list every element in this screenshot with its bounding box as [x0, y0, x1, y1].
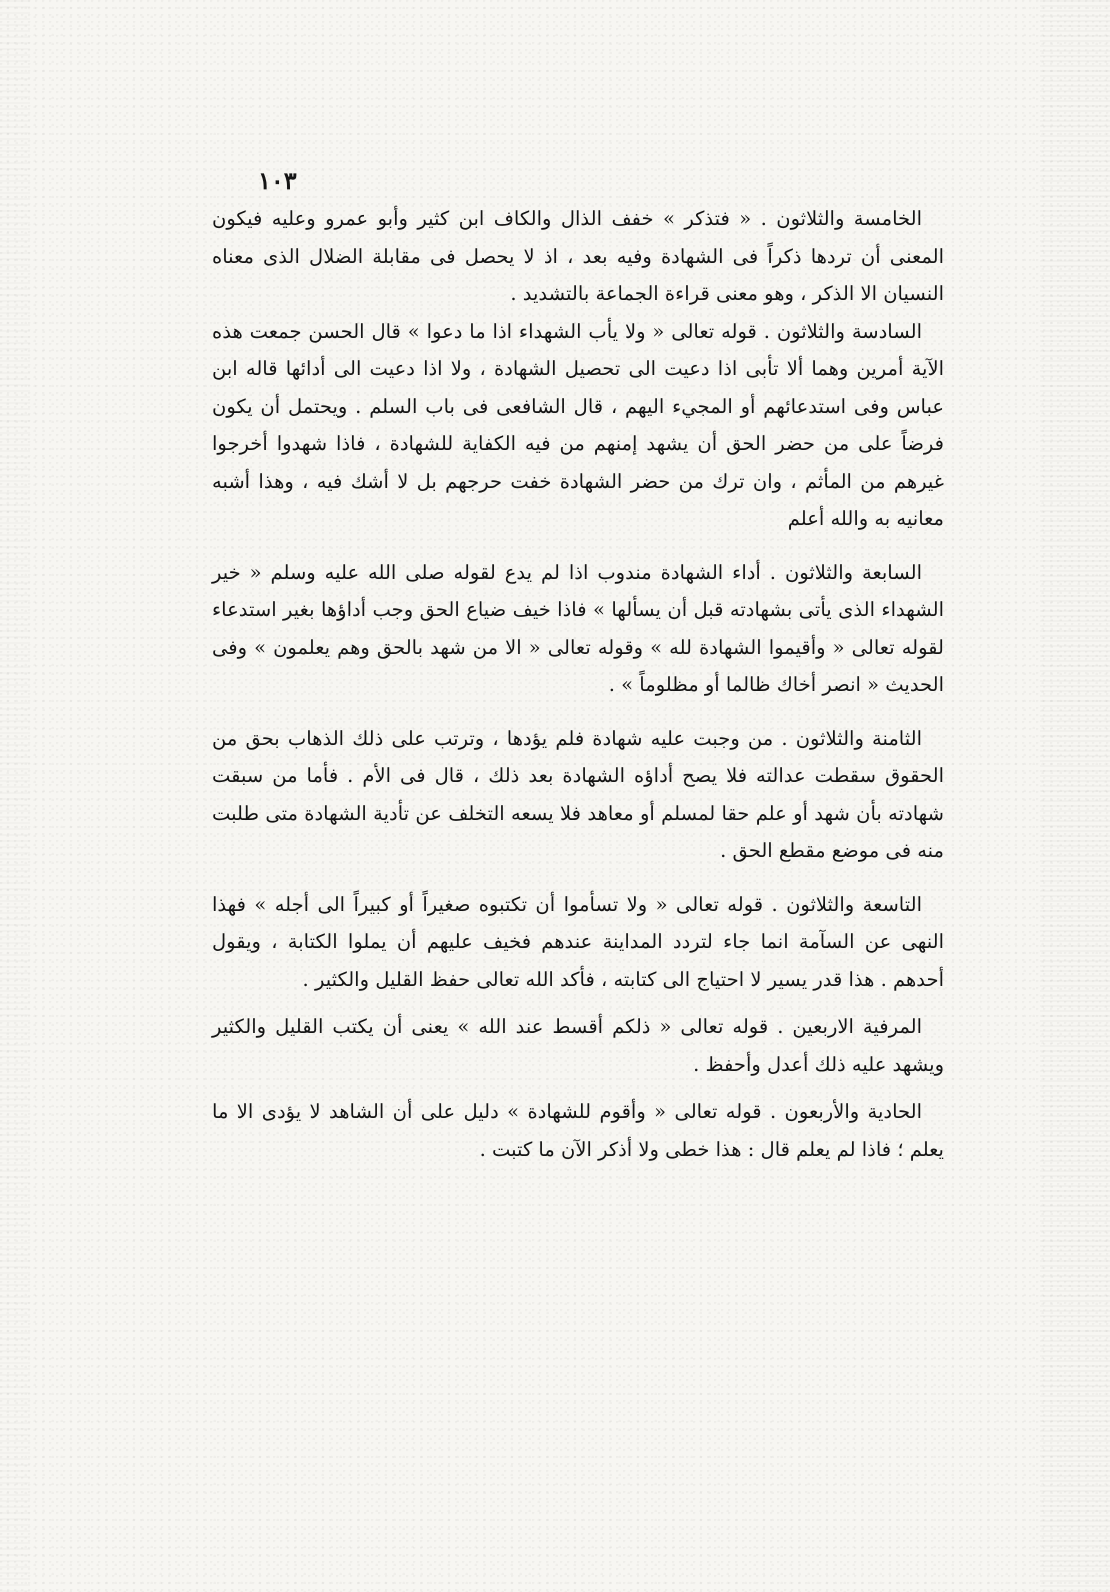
paragraph-36: السادسة والثلاثون . قوله تعالى « ولا يأب الشهداء اذا ما دعوا » قال الحسن جمعت هذه الآية أمرين وهما ألا تأبى اذا دعيت الى تحصيل الشهادة ، ولا اذا دعيت الى أدائها قاله ابن عباس وفى استدعائهم أو المجيء اليهم ، قال الشافعى فى باب السلم . ويحتمل أن يكون فرضاً على من حضر الحق أن يشهد إمنهم من فيه الكفاية للشهادة ، فاذا شهدوا أخرجوا غيرهم من المأثم ، وان ترك من حضر الشهادة خفت حرجهم بل لا أشك فيه ، وهذا أشبه معانيه به والله أعلم [212, 319, 944, 530]
scan-edge-left [0, 0, 30, 1592]
paragraph-39: التاسعة والثلاثون . قوله تعالى « ولا تسأموا أن تكتبوه صغيراً أو كبيراً الى أجله » فهذا النهى عن السآمة انما جاء لتردد المداينة عندهم فخيف عليهم أن يملوا الكتابة ، ويقول أحدهم . هذا قدر يسير لا احتياج الى كتابته ، فأكد الله تعالى حفظ القليل والكثير . [212, 892, 944, 991]
paragraph-37: السابعة والثلاثون . أداء الشهادة مندوب اذا لم يدع لقوله صلى الله عليه وسلم « خير الشهداء الذى يأتى بشهادته قبل أن يسألها » فاذا خيف ضياع الحق وجب أداؤها بغير استدعاء لقوله تعالى « وأقيموا الشهادة لله » وقوله تعالى « الا من شهد بالحق وهم يعلمون » وفى الحديث « انصر أخاك ظالما أو مظلوماً » . [212, 560, 944, 696]
page-number: ١٠٣ [258, 166, 297, 195]
scan-edge-right [1040, 0, 1110, 1592]
paragraph-35: الخامسة والثلاثون . « فتذكر » خفف الذال والكاف ابن كثير وأبو عمرو وعليه فيكون المعنى أن تردها ذكراً فى الشهادة وفيه بعد ، اذ لا يحصل فى مقابلة الضلال الذى معناه النسيان الا الذكر ، وهو معنى قراءة الجماعة بالتشديد . [212, 207, 944, 305]
body-text [212, 200, 944, 1168]
paragraph-38: الثامنة والثلاثون . من وجبت عليه شهادة فلم يؤدها ، وترتب على ذلك الذهاب بحق من الحقوق سقطت عدالته فلا يصح أداؤه الشهادة بعد ذلك ، قال فى الأم . فأما من سبقت شهادته بأن شهد أو علم حقا لمسلم أو معاهد فلا يسعه التخلف عن تأدية الشهادة متى طلبت منه فى موضع مقطع الحق . [212, 726, 944, 862]
paragraph-41: الحادية والأربعون . قوله تعالى « وأقوم للشهادة » دليل على أن الشاهد لا يؤدى الا ما يعلم ؛ فاذا لم يعلم قال : هذا خطى ولا أذكر الآن ما كتبت . [212, 1100, 944, 1161]
paragraph-40: المرفية الاربعين . قوله تعالى « ذلكم أقسط عند الله » يعنى أن يكتب القليل والكثير ويشهد عليه ذلك أعدل وأحفظ . [212, 1015, 944, 1076]
